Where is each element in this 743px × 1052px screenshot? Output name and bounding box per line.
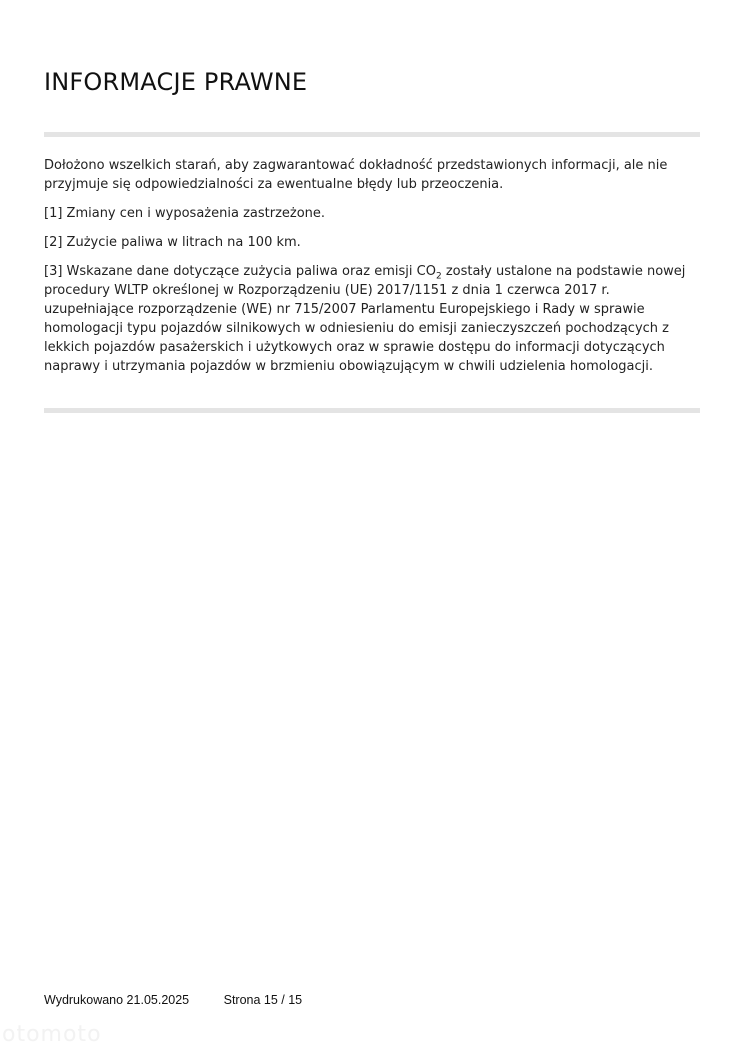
- footnote-2: [2] Zużycie paliwa w litrach na 100 km.: [44, 235, 301, 250]
- footnote-1: [1] Zmiany cen i wyposażenia zastrzeżone.: [44, 206, 326, 221]
- footnote-3: [44, 262, 694, 376]
- page-number: Strona 15 / 15: [223, 993, 303, 1007]
- bottom-divider: [44, 408, 700, 413]
- page-footer: [44, 993, 302, 1007]
- watermark-logo: otomoto: [2, 1022, 102, 1047]
- co2-subscript: 2: [435, 271, 442, 282]
- print-date: Wydrukowano 21.05.2025: [44, 993, 190, 1007]
- page-title: INFORMACJE PRAWNE: [44, 68, 308, 96]
- top-divider: [44, 132, 700, 137]
- footnote-3-rest: zostały ustalone na podstawie nowej procedury WLTP określonej w Rozporządzeniu (UE) 2017/1151 z dnia 1 czerwca 2017 r. uzupełniające rozporządzenie (WE) nr 715/2007 Parlamentu Europejskiego i Rady w sprawie homologacji typu pojazdów silnikowych w odniesieniu do emisji zanieczyszczeń pochodzących z lekkich pojazdów pasażerskich i użytkowych oraz w sprawie dostępu do informacji dotyczących naprawy i utrzymania pojazdów w brzmieniu obowiązującym w chwili udzielenia homologacji.: [44, 264, 686, 374]
- footnote-3-start: [3] Wskazane dane dotyczące zużycia paliwa oraz emisji CO: [44, 264, 436, 279]
- legal-content: [44, 156, 694, 386]
- disclaimer-paragraph: Dołożono wszelkich starań, aby zagwarantować dokładność przedstawionych informacji, ale nie przyjmuje się odpowiedzialności za ewentualne błędy lub przeoczenia.: [44, 158, 668, 192]
